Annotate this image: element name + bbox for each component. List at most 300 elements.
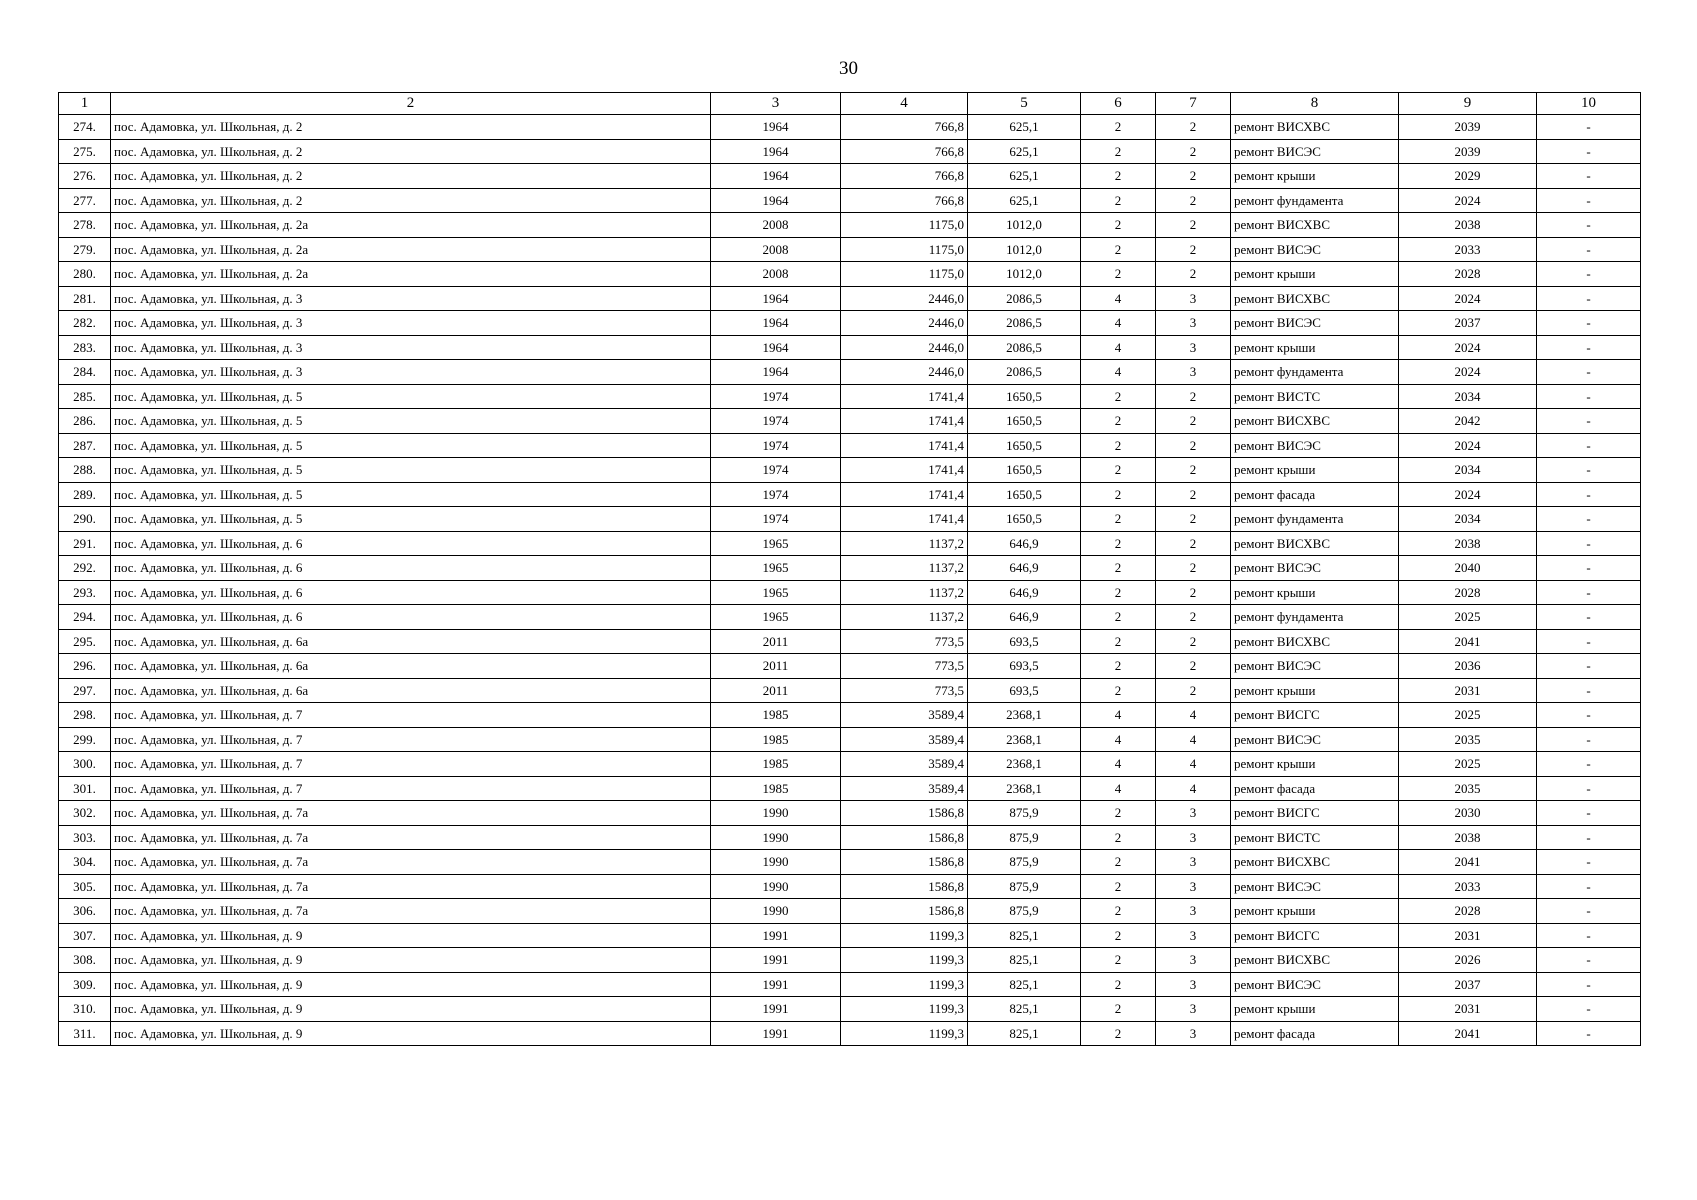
row-number-cell: 288. [59,458,111,483]
note-cell: - [1537,948,1641,973]
note-cell: - [1537,335,1641,360]
build-year-cell: 1974 [711,482,841,507]
planned-year-cell: 2026 [1399,948,1537,973]
work-type-cell: ремонт ВИСХВС [1231,286,1399,311]
note-cell: - [1537,556,1641,581]
floors-cell: 4 [1081,776,1156,801]
planned-year-cell: 2028 [1399,580,1537,605]
build-year-cell: 1964 [711,335,841,360]
note-cell: - [1537,213,1641,238]
row-number-cell: 281. [59,286,111,311]
note-cell: - [1537,482,1641,507]
planned-year-cell: 2041 [1399,850,1537,875]
table-row [59,115,1641,140]
note-cell: - [1537,727,1641,752]
entrances-cell: 4 [1156,752,1231,777]
living-area-cell: 646,9 [968,580,1081,605]
row-number-cell: 296. [59,654,111,679]
living-area-cell: 693,5 [968,678,1081,703]
living-area-cell: 2086,5 [968,311,1081,336]
planned-year-cell: 2034 [1399,384,1537,409]
planned-year-cell: 2039 [1399,139,1537,164]
row-number-cell: 304. [59,850,111,875]
living-area-cell: 875,9 [968,801,1081,826]
address-cell: пос. Адамовка, ул. Школьная, д. 7а [111,850,711,875]
note-cell: - [1537,1021,1641,1046]
entrances-cell: 3 [1156,899,1231,924]
address-cell: пос. Адамовка, ул. Школьная, д. 5 [111,458,711,483]
row-number-cell: 303. [59,825,111,850]
entrances-cell: 3 [1156,997,1231,1022]
build-year-cell: 2008 [711,213,841,238]
planned-year-cell: 2038 [1399,213,1537,238]
build-year-cell: 1991 [711,948,841,973]
build-year-cell: 1965 [711,580,841,605]
table-row [59,825,1641,850]
table-row [59,801,1641,826]
total-area-cell: 766,8 [841,115,968,140]
planned-year-cell: 2025 [1399,752,1537,777]
note-cell: - [1537,286,1641,311]
note-cell: - [1537,360,1641,385]
entrances-cell: 2 [1156,556,1231,581]
entrances-cell: 3 [1156,311,1231,336]
floors-cell: 2 [1081,874,1156,899]
floors-cell: 2 [1081,801,1156,826]
note-cell: - [1537,678,1641,703]
living-area-cell: 875,9 [968,850,1081,875]
table-row [59,213,1641,238]
table-row [59,507,1641,532]
build-year-cell: 1974 [711,433,841,458]
entrances-cell: 2 [1156,458,1231,483]
page-number: 30 [839,58,858,79]
work-type-cell: ремонт ВИСХВС [1231,213,1399,238]
address-cell: пос. Адамовка, ул. Школьная, д. 3 [111,360,711,385]
entrances-cell: 2 [1156,115,1231,140]
planned-year-cell: 2037 [1399,972,1537,997]
living-area-cell: 875,9 [968,899,1081,924]
planned-year-cell: 2038 [1399,825,1537,850]
floors-cell: 2 [1081,115,1156,140]
work-type-cell: ремонт крыши [1231,580,1399,605]
build-year-cell: 1990 [711,899,841,924]
row-number-cell: 285. [59,384,111,409]
work-type-cell: ремонт ВИСГС [1231,703,1399,728]
row-number-cell: 276. [59,164,111,189]
work-type-cell: ремонт фасада [1231,776,1399,801]
total-area-cell: 773,5 [841,654,968,679]
address-cell: пос. Адамовка, ул. Школьная, д. 9 [111,997,711,1022]
note-cell: - [1537,237,1641,262]
table-row [59,948,1641,973]
planned-year-cell: 2025 [1399,605,1537,630]
note-cell: - [1537,997,1641,1022]
column-header: 10 [1537,93,1641,115]
work-type-cell: ремонт ВИСХВС [1231,409,1399,434]
address-cell: пос. Адамовка, ул. Школьная, д. 2 [111,139,711,164]
living-area-cell: 693,5 [968,629,1081,654]
row-number-cell: 294. [59,605,111,630]
work-type-cell: ремонт ВИСЭС [1231,433,1399,458]
entrances-cell: 2 [1156,531,1231,556]
floors-cell: 2 [1081,188,1156,213]
floors-cell: 2 [1081,654,1156,679]
entrances-cell: 2 [1156,384,1231,409]
work-type-cell: ремонт крыши [1231,997,1399,1022]
build-year-cell: 1990 [711,850,841,875]
entrances-cell: 2 [1156,507,1231,532]
note-cell: - [1537,874,1641,899]
row-number-cell: 292. [59,556,111,581]
floors-cell: 2 [1081,433,1156,458]
work-type-cell: ремонт ВИСХВС [1231,531,1399,556]
planned-year-cell: 2039 [1399,115,1537,140]
floors-cell: 2 [1081,164,1156,189]
total-area-cell: 2446,0 [841,311,968,336]
floors-cell: 2 [1081,629,1156,654]
note-cell: - [1537,972,1641,997]
address-cell: пос. Адамовка, ул. Школьная, д. 6а [111,678,711,703]
registry-body [59,115,1641,1046]
planned-year-cell: 2035 [1399,727,1537,752]
living-area-cell: 1650,5 [968,384,1081,409]
address-cell: пос. Адамовка, ул. Школьная, д. 7 [111,703,711,728]
living-area-cell: 2086,5 [968,286,1081,311]
address-cell: пос. Адамовка, ул. Школьная, д. 2 [111,188,711,213]
table-row [59,752,1641,777]
row-number-cell: 305. [59,874,111,899]
row-number-cell: 287. [59,433,111,458]
floors-cell: 4 [1081,703,1156,728]
table-row [59,286,1641,311]
build-year-cell: 1991 [711,1021,841,1046]
table-row [59,678,1641,703]
note-cell: - [1537,629,1641,654]
table-row [59,262,1641,287]
entrances-cell: 2 [1156,139,1231,164]
column-header: 5 [968,93,1081,115]
row-number-cell: 308. [59,948,111,973]
planned-year-cell: 2024 [1399,482,1537,507]
row-number-cell: 277. [59,188,111,213]
total-area-cell: 1137,2 [841,605,968,630]
address-cell: пос. Адамовка, ул. Школьная, д. 7а [111,825,711,850]
build-year-cell: 1964 [711,311,841,336]
column-header: 8 [1231,93,1399,115]
row-number-cell: 275. [59,139,111,164]
floors-cell: 2 [1081,482,1156,507]
living-area-cell: 825,1 [968,923,1081,948]
total-area-cell: 1741,4 [841,433,968,458]
column-header: 4 [841,93,968,115]
floors-cell: 2 [1081,531,1156,556]
planned-year-cell: 2041 [1399,629,1537,654]
total-area-cell: 1741,4 [841,409,968,434]
work-type-cell: ремонт ВИСЭС [1231,874,1399,899]
entrances-cell: 3 [1156,801,1231,826]
entrances-cell: 3 [1156,972,1231,997]
address-cell: пос. Адамовка, ул. Школьная, д. 9 [111,948,711,973]
planned-year-cell: 2033 [1399,874,1537,899]
address-cell: пос. Адамовка, ул. Школьная, д. 6 [111,531,711,556]
address-cell: пос. Адамовка, ул. Школьная, д. 6 [111,580,711,605]
total-area-cell: 1175,0 [841,213,968,238]
row-number-cell: 300. [59,752,111,777]
planned-year-cell: 2042 [1399,409,1537,434]
floors-cell: 2 [1081,899,1156,924]
living-area-cell: 646,9 [968,556,1081,581]
work-type-cell: ремонт ВИСЭС [1231,972,1399,997]
entrances-cell: 2 [1156,262,1231,287]
note-cell: - [1537,384,1641,409]
build-year-cell: 1964 [711,164,841,189]
living-area-cell: 646,9 [968,531,1081,556]
build-year-cell: 1974 [711,458,841,483]
entrances-cell: 2 [1156,482,1231,507]
entrances-cell: 4 [1156,776,1231,801]
table-row [59,605,1641,630]
build-year-cell: 1964 [711,286,841,311]
address-cell: пос. Адамовка, ул. Школьная, д. 7а [111,874,711,899]
build-year-cell: 2008 [711,262,841,287]
total-area-cell: 1199,3 [841,1021,968,1046]
address-cell: пос. Адамовка, ул. Школьная, д. 2а [111,213,711,238]
planned-year-cell: 2038 [1399,531,1537,556]
total-area-cell: 1586,8 [841,850,968,875]
build-year-cell: 1991 [711,972,841,997]
living-area-cell: 1650,5 [968,482,1081,507]
table-row [59,311,1641,336]
total-area-cell: 1741,4 [841,507,968,532]
note-cell: - [1537,139,1641,164]
work-type-cell: ремонт фасада [1231,482,1399,507]
living-area-cell: 1650,5 [968,433,1081,458]
note-cell: - [1537,458,1641,483]
table-row [59,458,1641,483]
table-row [59,237,1641,262]
row-number-cell: 298. [59,703,111,728]
living-area-cell: 693,5 [968,654,1081,679]
table-row [59,139,1641,164]
address-cell: пос. Адамовка, ул. Школьная, д. 5 [111,482,711,507]
planned-year-cell: 2031 [1399,923,1537,948]
work-type-cell: ремонт крыши [1231,458,1399,483]
row-number-cell: 310. [59,997,111,1022]
build-year-cell: 1990 [711,825,841,850]
planned-year-cell: 2024 [1399,188,1537,213]
header-row [59,93,1641,115]
build-year-cell: 2011 [711,654,841,679]
planned-year-cell: 2028 [1399,899,1537,924]
planned-year-cell: 2034 [1399,458,1537,483]
planned-year-cell: 2030 [1399,801,1537,826]
table-row [59,703,1641,728]
floors-cell: 2 [1081,458,1156,483]
planned-year-cell: 2035 [1399,776,1537,801]
floors-cell: 2 [1081,580,1156,605]
work-type-cell: ремонт фундамента [1231,188,1399,213]
address-cell: пос. Адамовка, ул. Школьная, д. 3 [111,335,711,360]
address-cell: пос. Адамовка, ул. Школьная, д. 6а [111,629,711,654]
table-row [59,923,1641,948]
address-cell: пос. Адамовка, ул. Школьная, д. 7 [111,727,711,752]
address-cell: пос. Адамовка, ул. Школьная, д. 5 [111,384,711,409]
row-number-cell: 306. [59,899,111,924]
note-cell: - [1537,580,1641,605]
total-area-cell: 1586,8 [841,899,968,924]
table-row [59,531,1641,556]
living-area-cell: 1650,5 [968,409,1081,434]
table-row [59,409,1641,434]
planned-year-cell: 2031 [1399,678,1537,703]
work-type-cell: ремонт ВИСТС [1231,384,1399,409]
entrances-cell: 3 [1156,1021,1231,1046]
total-area-cell: 1586,8 [841,874,968,899]
total-area-cell: 1199,3 [841,948,968,973]
living-area-cell: 825,1 [968,997,1081,1022]
build-year-cell: 1991 [711,923,841,948]
entrances-cell: 3 [1156,825,1231,850]
column-header: 7 [1156,93,1231,115]
row-number-cell: 279. [59,237,111,262]
table-row [59,727,1641,752]
work-type-cell: ремонт фундамента [1231,605,1399,630]
living-area-cell: 2368,1 [968,703,1081,728]
floors-cell: 2 [1081,556,1156,581]
row-number-cell: 293. [59,580,111,605]
work-type-cell: ремонт ВИСХВС [1231,850,1399,875]
total-area-cell: 766,8 [841,164,968,189]
planned-year-cell: 2024 [1399,335,1537,360]
living-area-cell: 2368,1 [968,776,1081,801]
work-type-cell: ремонт ВИСЭС [1231,727,1399,752]
entrances-cell: 2 [1156,580,1231,605]
work-type-cell: ремонт ВИСЭС [1231,556,1399,581]
work-type-cell: ремонт ВИСХВС [1231,115,1399,140]
total-area-cell: 1741,4 [841,482,968,507]
planned-year-cell: 2028 [1399,262,1537,287]
build-year-cell: 2011 [711,678,841,703]
table-row [59,188,1641,213]
living-area-cell: 825,1 [968,1021,1081,1046]
total-area-cell: 1741,4 [841,458,968,483]
build-year-cell: 1990 [711,874,841,899]
address-cell: пос. Адамовка, ул. Школьная, д. 3 [111,286,711,311]
row-number-cell: 299. [59,727,111,752]
address-cell: пос. Адамовка, ул. Школьная, д. 7 [111,752,711,777]
row-number-cell: 311. [59,1021,111,1046]
total-area-cell: 766,8 [841,139,968,164]
planned-year-cell: 2036 [1399,654,1537,679]
note-cell: - [1537,115,1641,140]
address-cell: пос. Адамовка, ул. Школьная, д. 7а [111,801,711,826]
table-row [59,482,1641,507]
work-type-cell: ремонт крыши [1231,164,1399,189]
total-area-cell: 766,8 [841,188,968,213]
floors-cell: 2 [1081,850,1156,875]
work-type-cell: ремонт крыши [1231,899,1399,924]
entrances-cell: 2 [1156,188,1231,213]
floors-cell: 2 [1081,678,1156,703]
floors-cell: 4 [1081,311,1156,336]
planned-year-cell: 2037 [1399,311,1537,336]
planned-year-cell: 2024 [1399,360,1537,385]
note-cell: - [1537,262,1641,287]
living-area-cell: 875,9 [968,825,1081,850]
column-header: 6 [1081,93,1156,115]
build-year-cell: 1985 [711,727,841,752]
note-cell: - [1537,825,1641,850]
total-area-cell: 1586,8 [841,801,968,826]
note-cell: - [1537,776,1641,801]
build-year-cell: 1965 [711,531,841,556]
build-year-cell: 1991 [711,997,841,1022]
total-area-cell: 1175,0 [841,262,968,287]
address-cell: пос. Адамовка, ул. Школьная, д. 6 [111,556,711,581]
note-cell: - [1537,654,1641,679]
row-number-cell: 283. [59,335,111,360]
work-type-cell: ремонт крыши [1231,678,1399,703]
entrances-cell: 3 [1156,335,1231,360]
table-row [59,654,1641,679]
row-number-cell: 291. [59,531,111,556]
floors-cell: 4 [1081,727,1156,752]
living-area-cell: 625,1 [968,139,1081,164]
living-area-cell: 2368,1 [968,727,1081,752]
work-type-cell: ремонт крыши [1231,335,1399,360]
planned-year-cell: 2031 [1399,997,1537,1022]
work-type-cell: ремонт ВИСЭС [1231,311,1399,336]
floors-cell: 4 [1081,335,1156,360]
row-number-cell: 295. [59,629,111,654]
floors-cell: 2 [1081,948,1156,973]
total-area-cell: 3589,4 [841,752,968,777]
address-cell: пос. Адамовка, ул. Школьная, д. 5 [111,409,711,434]
entrances-cell: 3 [1156,923,1231,948]
build-year-cell: 1965 [711,556,841,581]
work-type-cell: ремонт ВИСЭС [1231,654,1399,679]
address-cell: пос. Адамовка, ул. Школьная, д. 2а [111,237,711,262]
table-row [59,629,1641,654]
note-cell: - [1537,923,1641,948]
floors-cell: 2 [1081,997,1156,1022]
floors-cell: 2 [1081,972,1156,997]
table-row [59,874,1641,899]
build-year-cell: 2008 [711,237,841,262]
address-cell: пос. Адамовка, ул. Школьная, д. 3 [111,311,711,336]
row-number-cell: 290. [59,507,111,532]
note-cell: - [1537,164,1641,189]
living-area-cell: 875,9 [968,874,1081,899]
address-cell: пос. Адамовка, ул. Школьная, д. 5 [111,433,711,458]
build-year-cell: 1974 [711,384,841,409]
table-row [59,164,1641,189]
total-area-cell: 1137,2 [841,580,968,605]
table-row [59,776,1641,801]
row-number-cell: 282. [59,311,111,336]
address-cell: пос. Адамовка, ул. Школьная, д. 2 [111,164,711,189]
floors-cell: 2 [1081,139,1156,164]
build-year-cell: 1990 [711,801,841,826]
floors-cell: 2 [1081,1021,1156,1046]
planned-year-cell: 2041 [1399,1021,1537,1046]
entrances-cell: 2 [1156,409,1231,434]
living-area-cell: 1012,0 [968,213,1081,238]
table-row [59,899,1641,924]
entrances-cell: 3 [1156,850,1231,875]
total-area-cell: 2446,0 [841,335,968,360]
